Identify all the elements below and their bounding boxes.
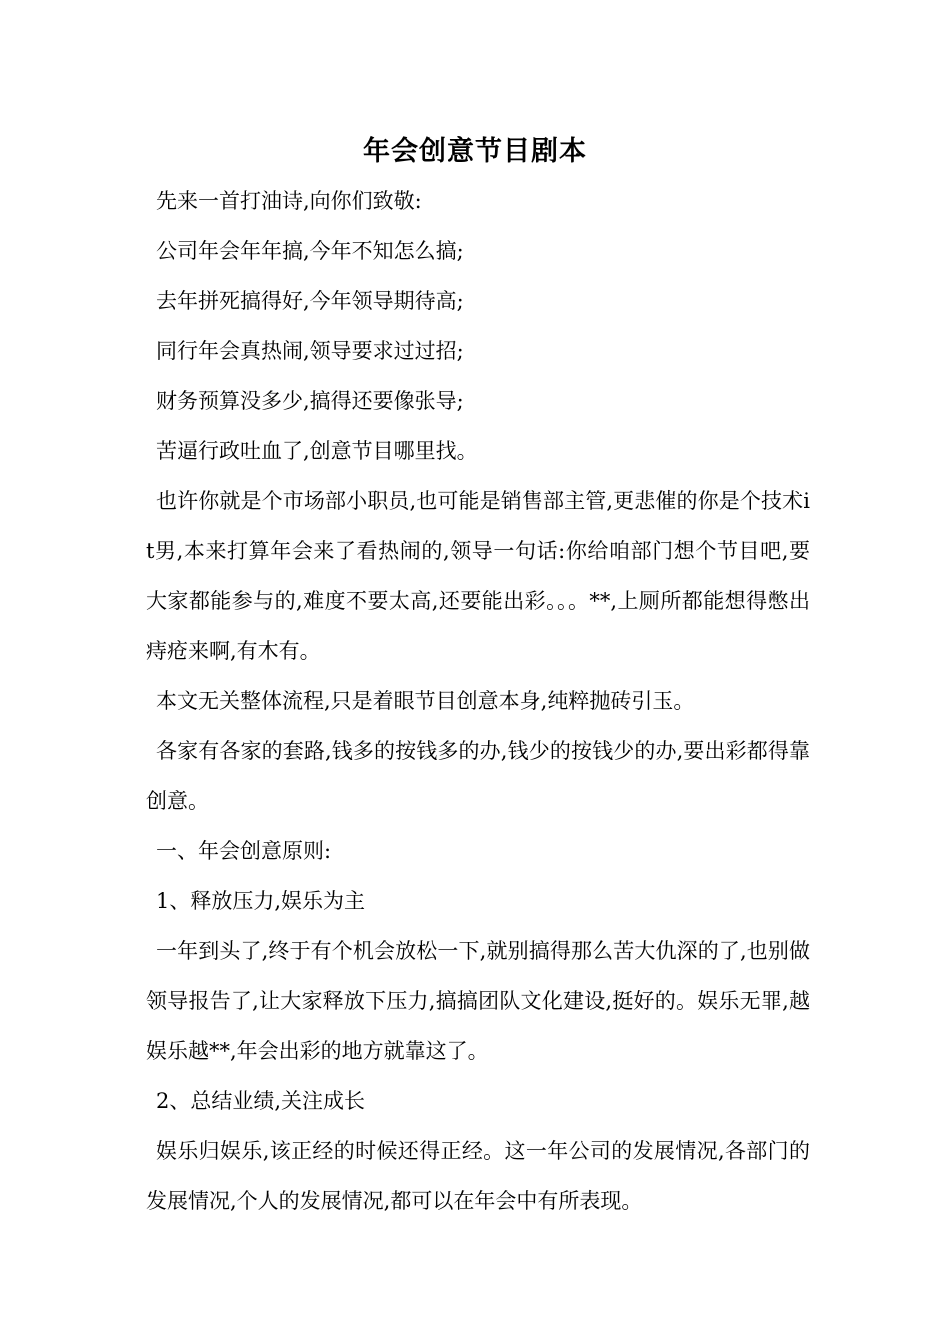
poem-line: 公司年会年年搞,今年不知怎么搞; — [156, 239, 464, 263]
section-heading: 一、年会创意原则: — [156, 839, 332, 863]
poem-line: 财务预算没多少,搞得还要像张导; — [156, 389, 464, 413]
poem-intro: 先来一首打油诗,向你们致敬: — [156, 189, 422, 213]
poem-line: 同行年会真热闹,领导要求过过招; — [156, 339, 464, 363]
document-body — [146, 176, 810, 1226]
poem-line: 苦逼行政吐血了,创意节目哪里找。 — [156, 439, 478, 463]
subsection-heading: 1、释放压力,娱乐为主 — [156, 889, 366, 913]
body-paragraph: 娱乐归娱乐,该正经的时候还得正经。这一年公司的发展情况,各部门的发展情况,个人的发展情况,都可以在年会中有所表现。 — [146, 1139, 810, 1213]
body-paragraph: 各家有各家的套路,钱多的按钱多的办,钱少的按钱少的办,要出彩都得靠创意。 — [146, 739, 810, 813]
body-paragraph: 也许你就是个市场部小职员,也可能是销售部主管,更悲催的你是个技术it男,本来打算年会来了看热闹的,领导一句话:你给咱部门想个节目吧,要大家都能参与的,难度不要太高,还要能出彩。。。**,上厕所都能想得憋出痔疮来啊,有木有。 — [146, 489, 810, 663]
subsection-heading: 2、总结业绩,关注成长 — [156, 1089, 366, 1113]
poem-line: 去年拼死搞得好,今年领导期待高; — [156, 289, 464, 313]
body-paragraph: 一年到头了,终于有个机会放松一下,就别搞得那么苦大仇深的了,也别做领导报告了,让大家释放下压力,搞搞团队文化建设,挺好的。娱乐无罪,越娱乐越**,年会出彩的地方就靠这了。 — [146, 939, 810, 1063]
document-title: 年会创意节目剧本 — [363, 136, 587, 167]
body-paragraph: 本文无关整体流程,只是着眼节目创意本身,纯粹抛砖引玉。 — [156, 689, 695, 713]
